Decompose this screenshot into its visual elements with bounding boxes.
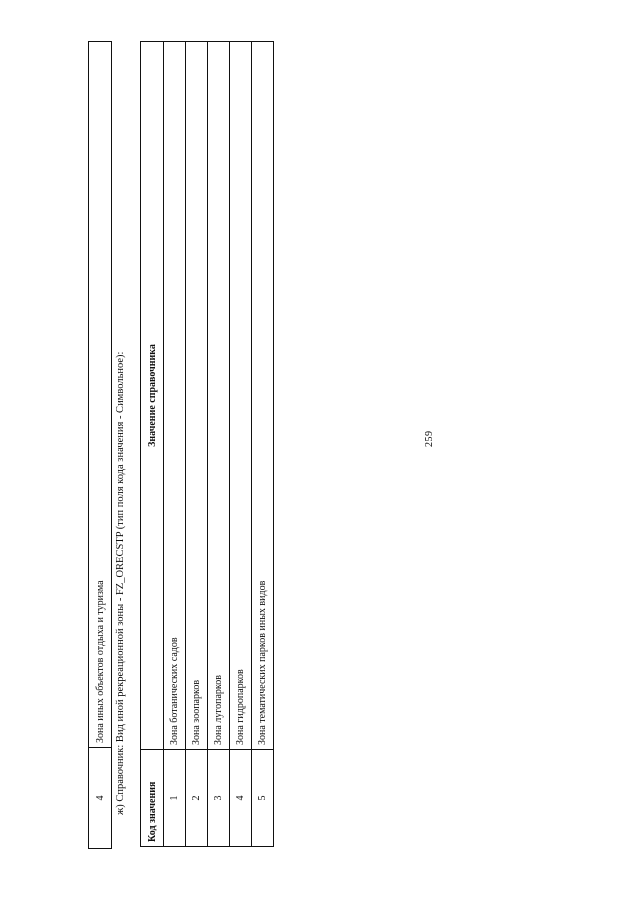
- value-cell: Зона тематических парков иных видов: [252, 42, 274, 750]
- table-row: [252, 42, 274, 847]
- header-value: Значение справочника: [141, 42, 164, 750]
- table-header-row: [141, 42, 164, 847]
- value-cell: Зона иных объектов отдыха и туризма: [89, 42, 112, 748]
- code-cell: 4: [230, 750, 252, 847]
- code-cell: 1: [164, 750, 186, 847]
- table-row: [230, 42, 252, 847]
- table-row: [164, 42, 186, 847]
- directory-table: [140, 41, 274, 847]
- header-code: Код значения: [141, 750, 164, 847]
- code-cell: 5: [252, 750, 274, 847]
- table-row: [186, 42, 208, 847]
- value-cell: Зона зоопарков: [186, 42, 208, 750]
- code-cell: 3: [208, 750, 230, 847]
- page-number: 259: [424, 430, 435, 447]
- directory-caption: ж) Справочник: Вид иной рекреационной зоны - FZ_ORECSTP (тип поля кода значения - Символьное):: [115, 351, 126, 815]
- value-cell: Зона ботанических садов: [164, 42, 186, 750]
- code-cell: 4: [89, 748, 112, 849]
- code-cell: 2: [186, 750, 208, 847]
- table-row: [208, 42, 230, 847]
- value-cell: Зона гидропарков: [230, 42, 252, 750]
- previous-table: [88, 41, 112, 849]
- table-row: [89, 42, 112, 849]
- value-cell: Зона лугопарков: [208, 42, 230, 750]
